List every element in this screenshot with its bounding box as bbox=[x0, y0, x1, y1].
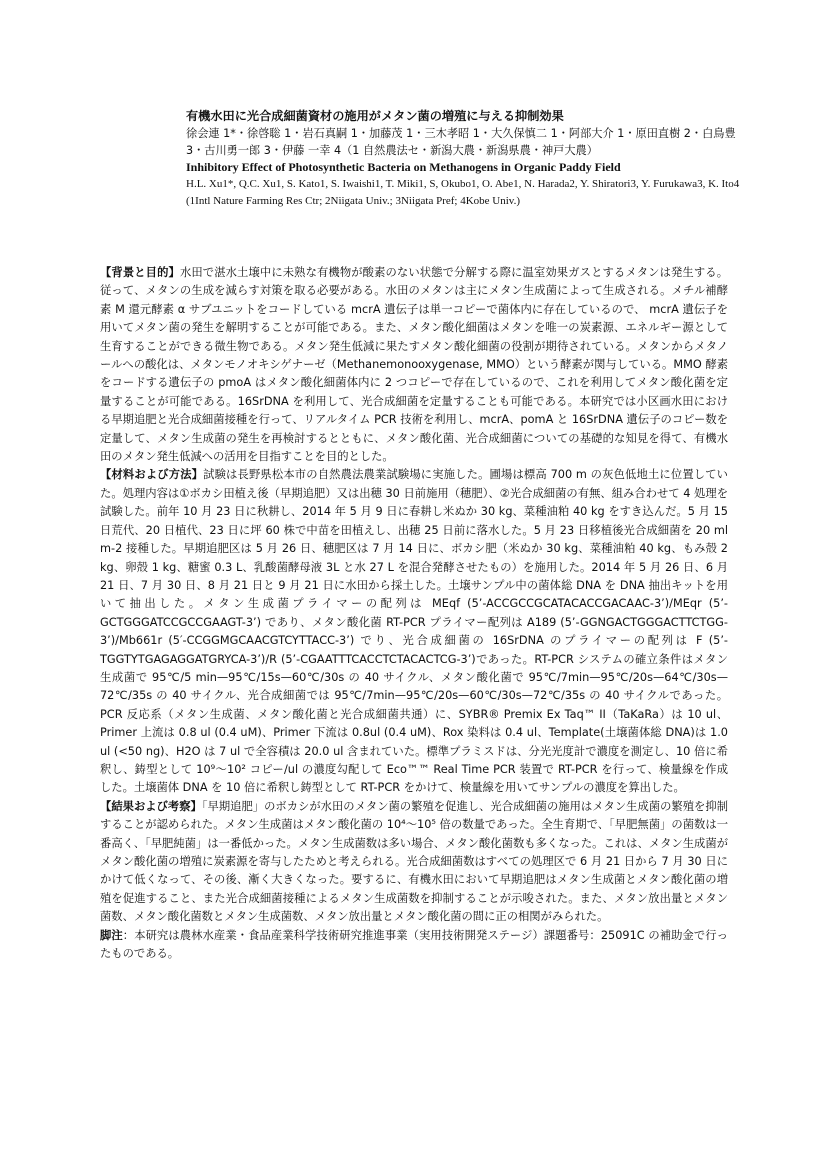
footnote-heading: 脚注 bbox=[100, 928, 123, 942]
paper-title-japanese: 有機水田に光合成細菌資材の施用がメタン菌の増殖に与える抑制効果 bbox=[186, 109, 564, 123]
author-list-english: H.L. Xu1*, Q.C. Xu1, S. Kato1, S. Iwaishi1, T. Miki1, S, Okubo1, O. Abe1, N. Harada2, Y. Shiratori3, Y. Furukawa3, K. Ito4 (1Intl Nature Farming Res Ctr; 2Niigata Univ.; 3Niigata Pref; 4Kobe Univ.) bbox=[186, 178, 740, 207]
results-heading: 【結果および考察】 bbox=[100, 799, 202, 813]
background-heading: 【背景と目的】 bbox=[100, 266, 180, 279]
results-text: 「早期追肥」のボカシが水田のメタン菌の繁殖を促進し、光合成細菌の施用はメタン生成菌の繁殖を抑制することが認められた。メタン生成菌はメタン酸化菌の 10⁴～10⁵ 倍の数量であった。全生育期で、「早肥無菌」の菌数は一番高く、「早肥純菌」は一番低かった。メタン生成菌数は多い場合、メタン酸化菌数も多くなった。これは、メタン生成菌がメタン酸化菌の増殖に炭素源を寄与したためと考えられる。光合成細菌数はすべての処理区で 6 月 21 日から 7 月 30 日にかけて低くなって、その後、漸く大きくなった。要するに、有機水田において早期追肥はメタン生成菌とメタン酸化菌の増殖を促進すること、また光合成細菌接種によるメタン生成菌数を抑制することが示唆された。また、メタン放出量とメタン菌数、メタン酸化菌数とメタン生成菌数、メタン放出量とメタン酸化菌の間に正の相関がみられた。 bbox=[100, 799, 728, 924]
paper-title-english: Inhibitory Effect of Photosynthetic Bacteria on Methanogens in Organic Paddy Field bbox=[186, 160, 621, 174]
footnote-paragraph bbox=[100, 927, 728, 964]
methods-text: 試験は長野県松本市の自然農法農業試験場に実施した。圃場は標高 700 m の灰色低地土に位置していた。処理内容は①ボカシ田植え後（早期追肥）又は出穂 30 日前施用（穂肥）、②光合成細菌の有無、組み合わせて 4 処理を試験した。前年 10 月 23 日に秋耕し、2014 年 5 月 9 日に春耕し米ぬか 30 kg、菜種油粕 40 kg をすき込んだ。5 月 15 日荒代、20 日植代、23 日に坪 60 株で中苗を田植えし、出穂 25 日前に落水した。5 月 23 日移植後光合成細菌を 20 ml m-2 接種した。早期追肥区は 5 月 26 日、穂肥区は 7 月 14 日に、ボカシ肥（米ぬか 30 kg、菜種油粕 40 kg、もみ殻 2 kg、卵殻 1 kg、糖蜜 0.3 L、乳酸菌酵母液 3L と水 27 L を混合発酵させたもの）を施用した。2014 年 5 月 26 日、6 月 21 日、7 月 30 日、8 月 21 日と 9 月 21 日に水田から採土した。土壌サンプル中の菌体総 DNA を DNA 抽出キットを用いて抽出した。メタン生成菌プライマーの配列は MEqf (5’-ACCGCCGCATACACCGACAAC-3’)/MEqr (5’-GCTGGGATCCGCCGAAGT-3’) であり、メタン酸化菌 RT-PCR プライマー配列は A189 (5’-GGNGACTGGGACTTCTGG-3’)/Mb661r (5′-CCGGMGCAACGTCYTTACC-3’) でり、光合成細菌の 16SrDNA のプライマーの配列は F (5’-TGGTYTGAGAGGATGRYCA-3’)/R (5’-CGAATTTCACCTCTACACTCG-3’)であった。RT-PCR システムの確立条件はメタン生成菌で 95℃/5 min—95℃/15s—60℃/30s の 40 サイクル、メタン酸化菌で 95℃/7min—95℃/20s—64℃/30s—72℃/35s の 40 サイクル、光合成細菌では 95℃/7min—95℃/20s—60℃/30s—72℃/35s の 40 サイクルであった。PCR 反応系（メタン生成菌、メタン酸化菌と光合成細菌共通）に、SYBR® Premix Ex Taq™ II（TaKaRa）は 10 ul、Primer 上流は 0.8 ul (0.4 uM)、Primer 下流は 0.8ul (0.4 uM)、Rox 染料は 0.4 ul、Template(土壌菌体総 DNA)は 1.0 ul (<50 ng)、H2O は 7 ul で全容積は 20.0 ul 含まれていた。標準プラミスドは、分光光度計で濃度を測定し、10 倍に希釈し、鋳型として 10⁹～10² コピー/ul の濃度勾配して Eco™™ Real Time PCR 装置で RT-PCR を行って、検量線を作成した。土壌菌体 DNA を 10 倍に希釈し鋳型として RT-PCR をかけて、検量線を用いてサンプルの濃度を算出した。 bbox=[100, 468, 728, 795]
methods-paragraph bbox=[100, 466, 728, 797]
results-paragraph bbox=[100, 798, 728, 927]
author-list-japanese: 徐会連 1*・徐啓聡 1・岩石真嗣 1・加藤茂 1・三木孝昭 1・大久保慎二 1・阿部大介 1・原田直樹 2・白鳥豊 3・古川勇一郎 3・伊藤 一幸 4（1 自然農法セ・新潟大農・新潟県農・神戸大農） bbox=[186, 127, 736, 157]
paper-header bbox=[186, 108, 746, 209]
background-paragraph bbox=[100, 264, 728, 466]
background-text: 水田で湛水土壌中に未熟な有機物が酸素のない状態で分解する際に温室効果ガスとするメタンは発生する。従って、メタンの生成を減らす対策を取る必要がある。水田のメタンは主にメタン生成菌によって生成される。メチル補酵素 M 還元酵素 α サブユニットをコードしている mcrA 遺伝子は単一コピーで菌体内に存在しているので、 mcrA 遺伝子を用いてメタン菌の発生を解明することが可能である。また、メタン酸化細菌はメタンを唯一の炭素源、エネルギー源として生育することができる微生物である。メタン発生低減に果たすメタン酸化細菌の役割が期待されている。メタンからメタノールへの酸化は、メタンモノオキシゲナーゼ（Methanemonooxygenase, MMO）という酵素が関与している。MMO 酵素をコードする遺伝子の pmoA はメタン酸化細菌体内に 2 つコピーで存在しているので、これを利用してメタン酸化菌を定量することが可能である。16SrDNA を利用して、光合成細菌を定量することも可能である。本研究では小区画水田における早期追肥と光合成細菌接種を行って、リアルタイム PCR 技術を利用し、mcrA、pomA と 16SrDNA 遺伝子のコピー数を定量して、メタン生成菌の発生を再検討するとともに、メタン酸化菌、光合成細菌についての基礎的な知見を得て、有機水田のメタン発生低減への活用を目指すことを目的とした。 bbox=[100, 266, 728, 464]
methods-heading: 【材料および方法】 bbox=[100, 468, 204, 482]
paper-body bbox=[100, 264, 728, 963]
footnote-text: ：本研究は農林水産業・食品産業科学技術研究推進事業（実用技術開発ステージ）課題番号：25091C の補助金で行ったものである。 bbox=[100, 928, 728, 961]
